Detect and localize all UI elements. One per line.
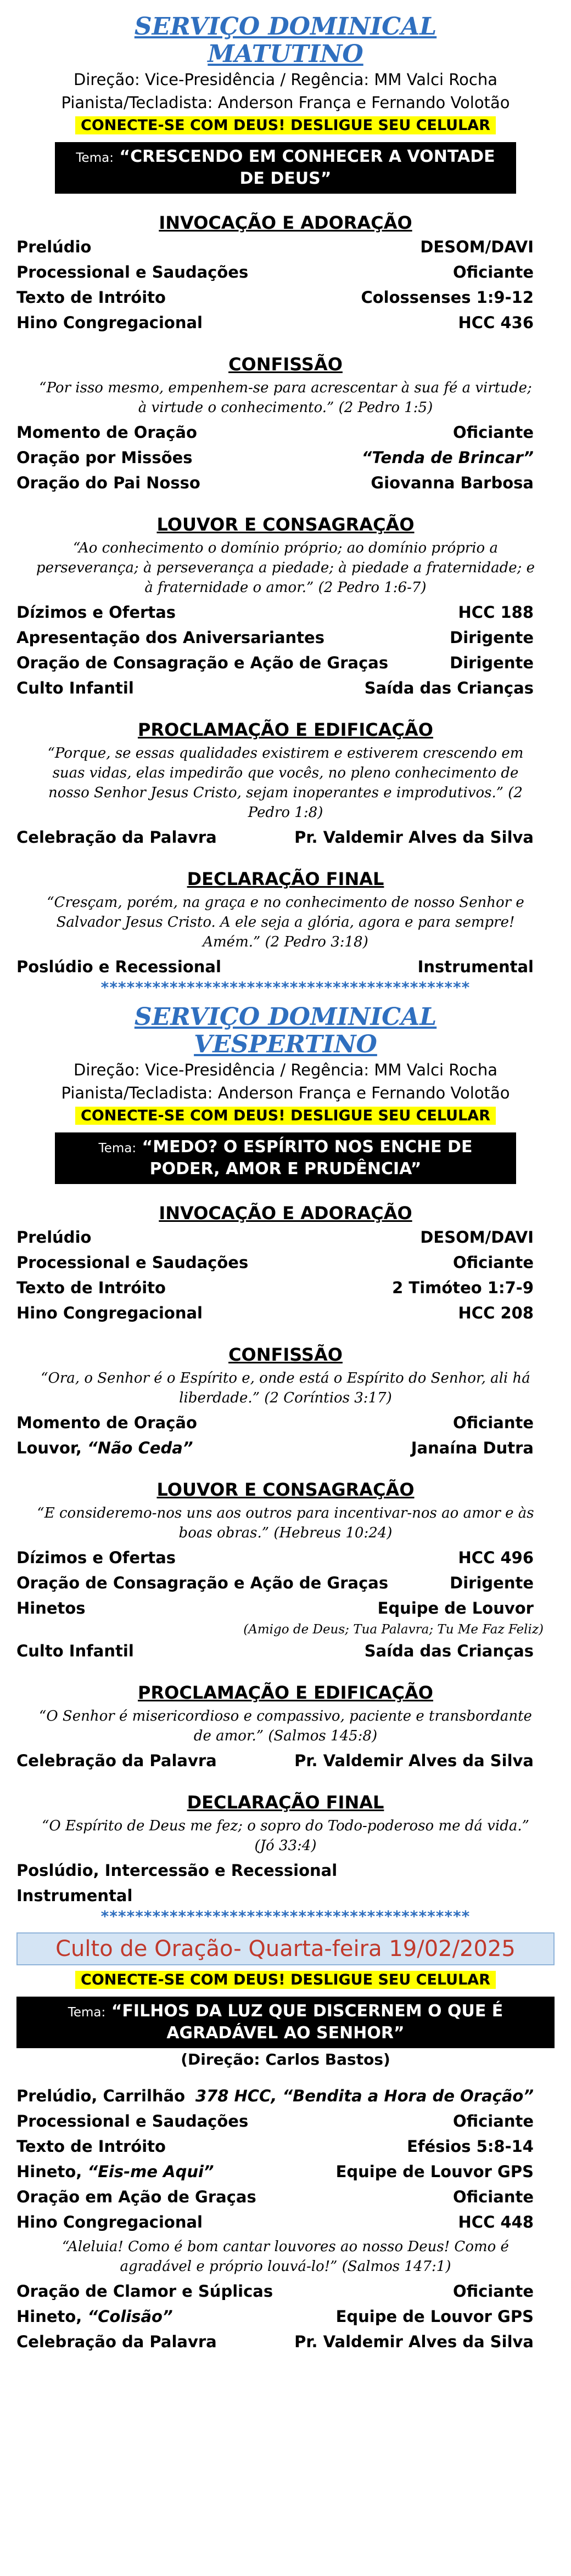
program-row	[16, 1748, 555, 1773]
row-label-song: “Eis-me Aqui”	[87, 2162, 214, 2181]
row-label: Celebração da Palavra	[16, 2332, 217, 2351]
row-label: Poslúdio, Intercessão e Recessional	[16, 1861, 338, 1880]
morning-confession-quote: “Por isso mesmo, empenhem-se para acrescentar à sua fé a virtude; à virtude o conhecimento.” (2 Pedro 1:5)	[39, 380, 532, 416]
row-value: Pr. Valdemir Alves da Silva	[294, 2332, 534, 2351]
prayer-phone-banner: CONECTE-SE COM DEUS! DESLIGUE SEU CELULAR	[75, 1971, 496, 1989]
program-row	[16, 1300, 555, 1326]
row-label: Processional e Saudações	[16, 263, 249, 281]
program-row	[16, 310, 555, 335]
row-value: Instrumental	[417, 957, 534, 976]
row-value: Oficiante	[452, 2188, 534, 2206]
row-value: HCC 208	[458, 1304, 534, 1322]
morning-theme-bar	[55, 142, 516, 194]
row-label	[16, 1435, 193, 1461]
row-label-prefix: Hineto,	[16, 2307, 88, 2326]
program-row	[16, 1225, 555, 1250]
bulletin-page	[16, 13, 555, 2354]
evening-invocation-heading: INVOCAÇÃO E ADORAÇÃO	[159, 1203, 412, 1224]
row-value: Dirigente	[450, 628, 534, 647]
prayer-banner-wrap	[16, 1969, 555, 1993]
morning-theme-label: Tema:	[76, 151, 114, 165]
row-label: Momento de Oração	[16, 423, 197, 442]
program-row	[16, 825, 555, 850]
row-label: Dízimos e Ofertas	[16, 1548, 176, 1567]
program-row	[16, 2329, 555, 2354]
program-row	[16, 1858, 555, 1883]
morning-proclamation-heading: PROCLAMAÇÃO E EDIFICAÇÃO	[138, 719, 433, 740]
prayer-theme-label: Tema:	[68, 2005, 106, 2020]
row-value: Equipe de Louvor GPS	[335, 2307, 534, 2326]
row-label: Prelúdio	[16, 238, 92, 256]
row-label: Hino Congregacional	[16, 2213, 203, 2231]
evening-confession-quote: “Ora, o Senhor é o Espírito e, onde está o Espírito do Senhor, ali há liberdade.” (2 Coríntios 3:17)	[41, 1370, 530, 1406]
row-label-prefix: Louvor,	[16, 1439, 88, 1457]
row-label: Poslúdio e Recessional	[16, 957, 221, 976]
morning-phone-banner: CONECTE-SE COM DEUS! DESLIGUE SEU CELULAR	[75, 116, 496, 134]
row-value: Oficiante	[452, 1253, 534, 1272]
row-value: Colossenses 1:9-12	[361, 288, 534, 307]
row-label: Instrumental	[16, 1886, 133, 1905]
evening-pianists: Pianista/Tecladista: Anderson França e Fernando Volotão	[61, 1084, 510, 1102]
row-label: Culto Infantil	[16, 1642, 134, 1660]
row-label	[16, 2159, 214, 2184]
row-label: Processional e Saudações	[16, 1253, 249, 1272]
row-label-song: “Não Ceda”	[87, 1439, 193, 1457]
row-value: 378 HCC, “Bendita a Hora de Oração”	[195, 2087, 534, 2105]
morning-praise-quote: “Ao conhecimento o domínio próprio; ao domínio próprio a perseverança; à perseverança a piedade; à piedade a fraternidade; e à fraternidade o amor.” (2 Pedro 1:6-7)	[36, 540, 535, 596]
morning-proclamation-quote: “Porque, se essas qualidades existirem e estiverem crescendo em suas vidas, elas impedirão que vocês, no pleno conhecimento de nosso Senhor Jesus Cristo, sejam inoperantes e improdutivos.” (2 Pedro 1:8)	[47, 745, 524, 821]
prayer-direction: (Direção: Carlos Bastos)	[181, 2050, 390, 2068]
row-label: Hino Congregacional	[16, 313, 203, 332]
row-value: Saída das Crianças	[364, 679, 534, 697]
evening-proclamation-quote: “O Senhor é misericordioso e compassivo, paciente e transbordante de amor.” (Salmos 145:8)	[39, 1708, 532, 1744]
row-value: Dirigente	[450, 1574, 534, 1592]
row-value: Oficiante	[452, 2282, 534, 2301]
row-label: Oração de Clamor e Súplicas	[16, 2282, 273, 2301]
morning-praise-heading: LOUVOR E CONSAGRAÇÃO	[156, 514, 415, 535]
program-row	[16, 234, 555, 260]
row-label: Texto de Intróito	[16, 2137, 166, 2156]
row-value: Equipe de Louvor	[377, 1599, 534, 1617]
program-row	[16, 260, 555, 285]
row-value: Pr. Valdemir Alves da Silva	[294, 1751, 534, 1770]
row-label: Hino Congregacional	[16, 1304, 203, 1322]
row-value: Saída das Crianças	[364, 1642, 534, 1660]
evening-theme-bar	[55, 1132, 516, 1184]
program-row	[16, 675, 555, 701]
morning-pianists: Pianista/Tecladista: Anderson França e Fernando Volotão	[61, 93, 510, 112]
program-row	[16, 2209, 555, 2235]
row-label: Momento de Oração	[16, 1413, 197, 1432]
evening-theme: “MEDO? O ESPÍRITO NOS ENCHE DE PODER, AMOR E PRUDÊNCIA”	[142, 1137, 473, 1179]
row-value: Oficiante	[452, 1413, 534, 1432]
program-row	[16, 285, 555, 310]
program-row	[16, 1596, 555, 1621]
row-value: Oficiante	[452, 263, 534, 281]
program-row	[16, 2159, 555, 2184]
morning-final-quote: “Cresçam, porém, na graça e no conhecimento de nosso Senhor e Salvador Jesus Cristo. A ele seja a glória, agora e para sempre! Amém.” (2 Pedro 3:18)	[47, 894, 524, 950]
program-row	[16, 1638, 555, 1664]
evening-phone-banner: CONECTE-SE COM DEUS! DESLIGUE SEU CELULAR	[75, 1107, 496, 1125]
row-value: HCC 188	[458, 603, 534, 622]
row-value: “Tenda de Brincar”	[361, 448, 534, 467]
morning-title-line2: MATUTINO	[208, 40, 363, 68]
row-value: HCC 448	[458, 2213, 534, 2231]
row-value: Giovanna Barbosa	[371, 474, 534, 492]
morning-banner-wrap	[16, 114, 555, 139]
row-value: Oficiante	[452, 423, 534, 442]
evening-direction: Direção: Vice-Presidência / Regência: MM Valci Rocha	[73, 1061, 497, 1079]
prayer-service-title: Culto de Oração- Quarta-feira 19/02/2025	[16, 1932, 555, 1965]
row-value: HCC 496	[458, 1548, 534, 1567]
program-row	[16, 1435, 555, 1461]
evening-banner-wrap	[16, 1104, 555, 1129]
row-value: Efésios 5:8-14	[407, 2137, 534, 2156]
row-label: Dízimos e Ofertas	[16, 603, 176, 622]
evening-final-heading: DECLARAÇÃO FINAL	[187, 1792, 384, 1813]
row-label: Processional e Saudações	[16, 2112, 249, 2130]
evening-praise-heading: LOUVOR E CONSAGRAÇÃO	[156, 1479, 415, 1500]
program-row	[16, 650, 555, 675]
prayer-theme: “FILHOS DA LUZ QUE DISCERNEM O QUE É AGRADÁVEL AO SENHOR”	[111, 2002, 503, 2043]
program-row	[16, 2304, 555, 2329]
separator-stars: *******************************************	[100, 1908, 471, 1925]
prayer-quote: “Aleluia! Como é bom cantar louvores ao nosso Deus! Como é agradável e próprio louvá-lo!” (Salmos 147:1)	[62, 2239, 509, 2275]
row-label: Oração em Ação de Graças	[16, 2188, 256, 2206]
program-row	[16, 1883, 555, 1908]
separator-stars: *******************************************	[100, 979, 471, 996]
row-label: Celebração da Palavra	[16, 828, 217, 847]
evening-title-line2: VESPERTINO	[194, 1030, 377, 1058]
row-label-prefix: Hineto,	[16, 2162, 88, 2181]
row-label: Oração de Consagração e Ação de Graças	[16, 653, 389, 672]
row-label: Oração do Pai Nosso	[16, 474, 200, 492]
morning-theme: “CRESCENDO EM CONHECER A VONTADE DE DEUS”	[119, 147, 495, 188]
evening-confession-heading: CONFISSÃO	[228, 1344, 343, 1365]
prayer-theme-bar	[16, 1997, 555, 2048]
row-label: Culto Infantil	[16, 679, 134, 697]
program-row	[16, 625, 555, 650]
program-row	[16, 420, 555, 445]
hinetos-note: (Amigo de Deus; Tua Palavra; Tu Me Faz Feliz)	[243, 1622, 544, 1637]
row-label: Oração de Consagração e Ação de Graças	[16, 1574, 389, 1592]
row-value: Dirigente	[450, 653, 534, 672]
row-value: Pr. Valdemir Alves da Silva	[294, 828, 534, 847]
program-row	[16, 470, 555, 495]
evening-theme-label: Tema:	[98, 1141, 137, 1155]
program-row	[16, 2279, 555, 2304]
row-label: Texto de Intróito	[16, 1278, 166, 1297]
morning-direction: Direção: Vice-Presidência / Regência: MM Valci Rocha	[73, 70, 497, 89]
row-value: Janaína Dutra	[411, 1439, 534, 1457]
morning-title-line1: SERVIÇO DOMINICAL	[134, 13, 437, 41]
row-label: Prelúdio	[16, 1228, 92, 1247]
program-row	[16, 445, 555, 470]
row-label-song: “Colisão”	[87, 2307, 173, 2326]
evening-praise-quote: “E consideremo-nos uns aos outros para incentivar-nos ao amor e às boas obras.” (Hebreus 10:24)	[37, 1505, 534, 1541]
row-label: Oração por Missões	[16, 448, 193, 467]
program-row	[16, 1570, 555, 1596]
program-row	[16, 1410, 555, 1435]
row-value: Equipe de Louvor GPS	[335, 2162, 534, 2181]
morning-final-heading: DECLARAÇÃO FINAL	[187, 869, 384, 889]
program-row	[16, 2083, 555, 2109]
program-row	[16, 1545, 555, 1570]
row-value: 2 Timóteo 1:7-9	[392, 1278, 534, 1297]
morning-confession-heading: CONFISSÃO	[228, 354, 343, 375]
program-row	[16, 954, 555, 979]
row-label: Prelúdio, Carrilhão	[16, 2087, 186, 2105]
row-value: DESOM/DAVI	[420, 238, 534, 256]
program-row	[16, 2134, 555, 2159]
row-label: Hinetos	[16, 1599, 86, 1617]
row-label	[16, 2304, 173, 2329]
evening-title-line1: SERVIÇO DOMINICAL	[134, 1003, 437, 1031]
evening-final-quote: “O Espírito de Deus me fez; o sopro do Todo-poderoso me dá vida.” (Jó 33:4)	[42, 1818, 529, 1854]
row-label: Celebração da Palavra	[16, 1751, 217, 1770]
row-value: DESOM/DAVI	[420, 1228, 534, 1247]
row-value: HCC 436	[458, 313, 534, 332]
row-value: Oficiante	[452, 2112, 534, 2130]
program-row	[16, 2109, 555, 2134]
program-row	[16, 600, 555, 625]
program-row	[16, 1250, 555, 1275]
evening-proclamation-heading: PROCLAMAÇÃO E EDIFICAÇÃO	[138, 1682, 433, 1703]
program-row	[16, 1275, 555, 1300]
row-label: Apresentação dos Aniversariantes	[16, 628, 324, 647]
row-label: Texto de Intróito	[16, 288, 166, 307]
program-row	[16, 2184, 555, 2209]
morning-invocation-heading: INVOCAÇÃO E ADORAÇÃO	[159, 212, 412, 233]
